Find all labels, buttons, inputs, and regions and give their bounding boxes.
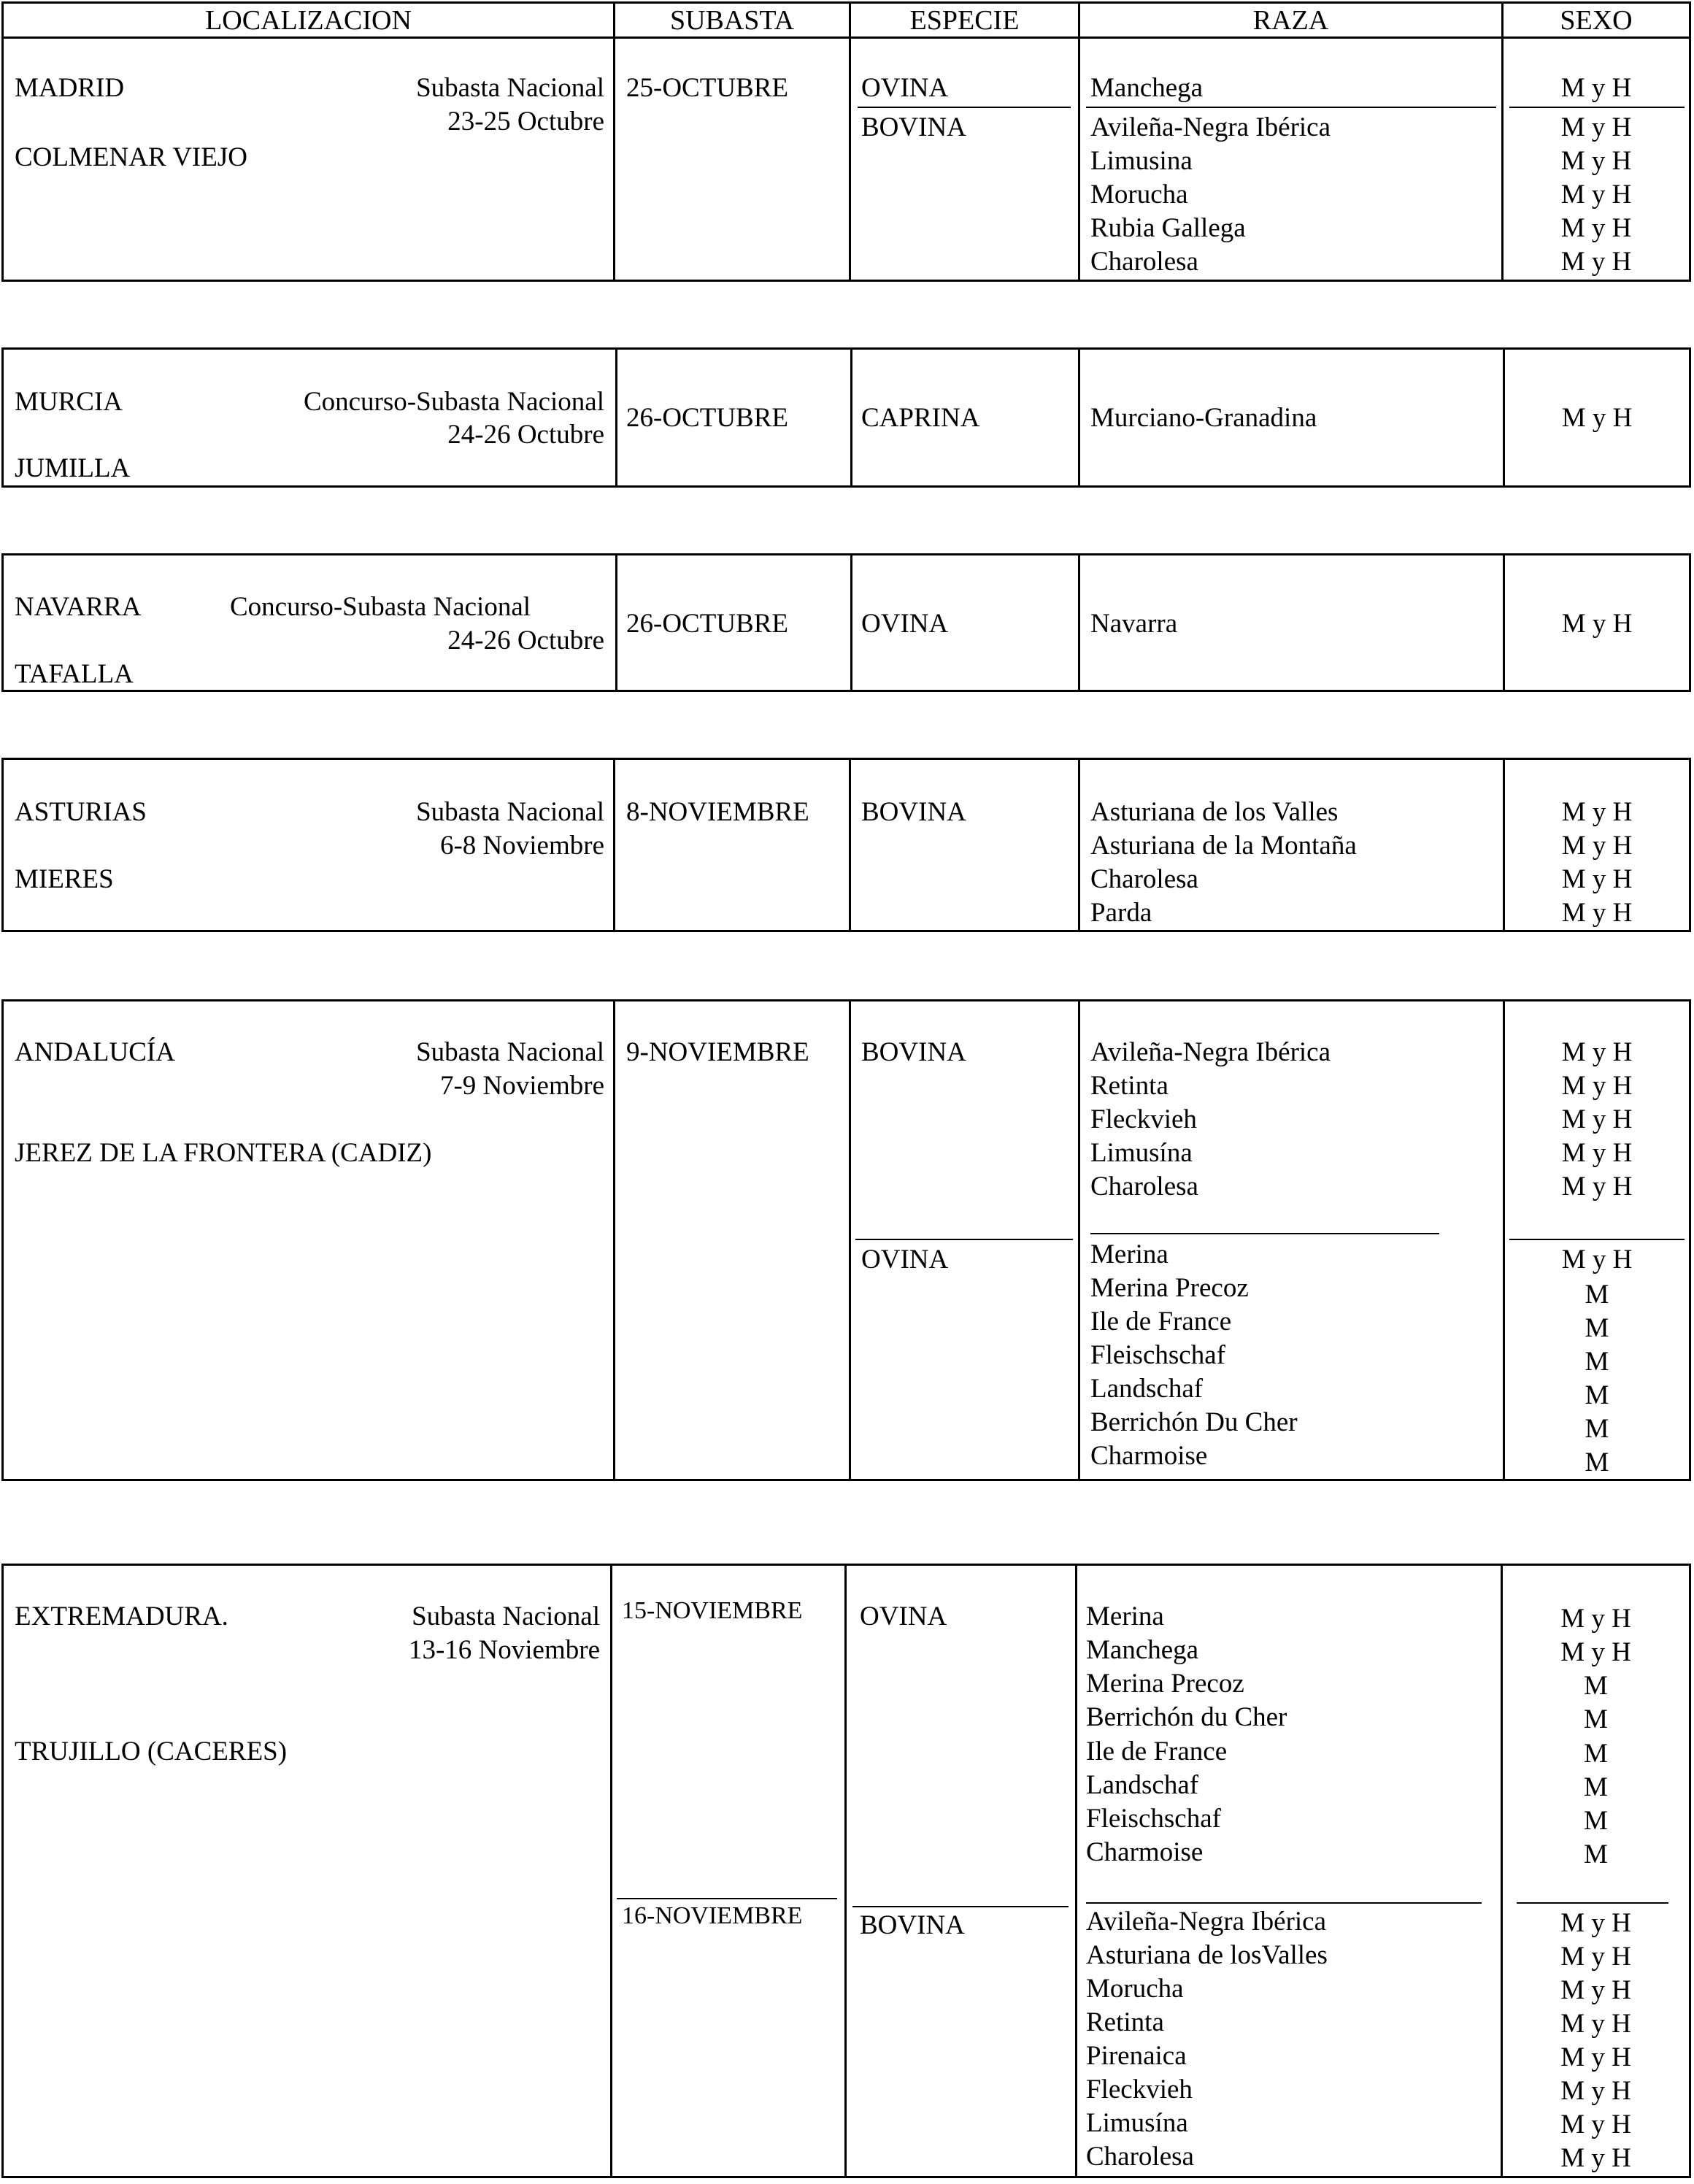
column-border	[1, 758, 4, 932]
column-border	[613, 999, 615, 1481]
location-region: ANDALUCÍA	[15, 1037, 175, 1067]
block-border-bottom	[1, 1479, 1691, 1481]
sex-value: M y H	[1560, 146, 1632, 176]
breed-name: Fleischschaf	[1090, 1340, 1225, 1370]
column-border	[1, 1, 4, 282]
sex-value: M y H	[1560, 1908, 1631, 1938]
breed-name: Rubia Gallega	[1090, 213, 1246, 243]
breed-name: Avileña-Negra Ibérica	[1090, 1037, 1331, 1067]
column-border	[850, 553, 852, 692]
breed-name: Charolesa	[1090, 864, 1198, 894]
breed-name: Charolesa	[1090, 1172, 1198, 1201]
sex-value: M y H	[1560, 1975, 1631, 2005]
column-border	[1075, 1564, 1077, 2178]
sex-value: M	[1584, 1739, 1608, 1769]
species-divider	[855, 1239, 1073, 1240]
block-border-bottom	[1, 485, 1691, 488]
column-border	[1078, 1, 1080, 282]
breed-name: Landschaf	[1086, 1770, 1199, 1800]
sex-divider	[1509, 107, 1685, 108]
location-town: TAFALLA	[15, 659, 134, 689]
sex-value: M	[1584, 1772, 1608, 1802]
location-town: TRUJILLO (CACERES)	[15, 1737, 288, 1766]
sex-value: M	[1585, 1447, 1609, 1477]
sex-value: M y H	[1561, 898, 1633, 928]
column-border	[610, 1564, 612, 2178]
column-border	[1689, 758, 1691, 932]
event-name: Subasta Nacional	[412, 1602, 600, 1631]
column-border	[613, 758, 615, 932]
auction-date: 8-NOVIEMBRE	[626, 797, 809, 827]
column-header-subasta: SUBASTA	[669, 5, 795, 36]
column-border	[1078, 347, 1080, 488]
breed-name: Ile de France	[1086, 1737, 1228, 1766]
sex-divider	[1509, 1239, 1685, 1240]
breed-name: Charmoise	[1086, 1837, 1204, 1867]
location-town: JUMILLA	[15, 453, 131, 483]
event-name: Concurso-Subasta Nacional	[230, 592, 531, 622]
breed-name: Merina	[1086, 1602, 1164, 1631]
breed-name: Charmoise	[1090, 1441, 1208, 1471]
breed-name: Charolesa	[1090, 247, 1198, 277]
block-border-bottom	[1, 930, 1691, 932]
auction-date: 9-NOVIEMBRE	[626, 1037, 809, 1067]
species-label: CAPRINA	[861, 403, 980, 433]
sex-value: M	[1585, 1280, 1609, 1310]
sex-value: M	[1584, 1704, 1608, 1734]
sex-value: M	[1584, 1806, 1608, 1836]
auction-date: 26-OCTUBRE	[626, 403, 788, 433]
species-divider	[852, 1906, 1069, 1907]
column-border	[1, 999, 4, 1481]
breed-name: Berrichón Du Cher	[1090, 1407, 1298, 1437]
location-region: MADRID	[15, 73, 125, 103]
breed-name: Fleckvieh	[1090, 1104, 1197, 1134]
event-dates: 7-9 Noviembre	[439, 1071, 604, 1101]
breed-name: Ile de France	[1090, 1307, 1232, 1337]
breed-name: Asturiana de los Valles	[1090, 797, 1339, 827]
sex-value: M y H	[1560, 2009, 1631, 2039]
sex-value: M y H	[1560, 1637, 1631, 1667]
location-region: NAVARRA	[15, 592, 142, 622]
table-border-top	[1, 1, 1691, 4]
sex-value: M y H	[1560, 1604, 1631, 1634]
breed-name: Merina	[1090, 1239, 1169, 1269]
column-border	[1, 553, 4, 692]
sex-value: M	[1585, 1414, 1609, 1444]
breed-name: Retinta	[1090, 1071, 1169, 1101]
column-border	[615, 347, 617, 488]
sex-value: M y H	[1561, 403, 1633, 433]
location-town: COLMENAR VIEJO	[15, 142, 247, 172]
sex-value: M y H	[1561, 1245, 1633, 1274]
column-border	[1078, 758, 1080, 932]
column-border	[1078, 999, 1080, 1481]
event-name: Subasta Nacional	[416, 73, 604, 103]
breed-name: Morucha	[1090, 180, 1188, 209]
species-label: BOVINA	[861, 112, 966, 142]
column-border	[849, 758, 851, 932]
sex-value: M y H	[1560, 73, 1632, 103]
breed-name: Limusína	[1090, 1138, 1193, 1168]
sex-value: M y H	[1561, 1037, 1633, 1067]
sex-value: M y H	[1560, 180, 1632, 209]
event-dates: 23-25 Octubre	[447, 107, 604, 136]
breed-divider	[1086, 107, 1496, 108]
location-town: JEREZ DE LA FRONTERA (CADIZ)	[15, 1138, 432, 1168]
breed-name: Pirenaica	[1086, 2041, 1187, 2071]
column-border	[613, 1, 615, 282]
column-border	[1078, 553, 1080, 692]
species-label: OVINA	[861, 609, 949, 639]
breed-name: Asturiana de la Montaña	[1090, 831, 1357, 861]
column-border	[1689, 1564, 1691, 2178]
breed-name: Limusína	[1086, 2108, 1188, 2138]
block-border-top	[1, 347, 1691, 350]
breed-name: Avileña-Negra Ibérica	[1086, 1907, 1327, 1937]
species-label: OVINA	[860, 1602, 947, 1631]
sex-value: M y H	[1561, 1138, 1633, 1168]
column-header-especie: ESPECIE	[909, 5, 1020, 36]
breed-name: Murciano-Granadina	[1090, 403, 1317, 433]
breed-name: Limusina	[1090, 146, 1193, 176]
auction-date: 15-NOVIEMBRE	[622, 1597, 803, 1624]
species-label: BOVINA	[860, 1910, 965, 1940]
column-header-localizacion: LOCALIZACION	[205, 5, 412, 36]
column-header-raza: RAZA	[1252, 5, 1329, 36]
breed-name: Retinta	[1086, 2007, 1164, 2037]
auction-date: 16-NOVIEMBRE	[622, 1902, 803, 1929]
breed-name: Merina Precoz	[1090, 1273, 1249, 1303]
sex-value: M y H	[1560, 247, 1632, 277]
event-dates: 24-26 Octubre	[447, 420, 604, 450]
sex-value: M	[1585, 1380, 1609, 1410]
sex-value: M y H	[1561, 1104, 1633, 1134]
column-border	[1, 347, 4, 488]
species-label: BOVINA	[861, 1037, 966, 1067]
column-border	[615, 553, 617, 692]
breed-name: Manchega	[1090, 73, 1204, 103]
sex-value: M y H	[1560, 2143, 1631, 2173]
column-border	[1, 1564, 4, 2178]
column-border	[844, 1564, 847, 2178]
breed-name: Avileña-Negra Ibérica	[1090, 112, 1331, 142]
species-label: OVINA	[861, 1245, 949, 1274]
species-label: OVINA	[861, 73, 949, 103]
block-border-bottom	[1, 690, 1691, 692]
breed-name: Asturiana de losValles	[1086, 1940, 1328, 1970]
sex-value: M y H	[1560, 112, 1632, 142]
sex-value: M y H	[1560, 2076, 1631, 2106]
breed-name: Landschaf	[1090, 1374, 1204, 1404]
sex-value: M y H	[1561, 609, 1633, 639]
sex-value: M y H	[1561, 797, 1633, 827]
sex-value: M y H	[1560, 2110, 1631, 2139]
event-name: Subasta Nacional	[416, 1037, 604, 1067]
sex-value: M y H	[1561, 864, 1633, 894]
block-border-top	[1, 758, 1691, 760]
sex-value: M	[1584, 1671, 1608, 1701]
column-border	[849, 999, 851, 1481]
sex-value: M	[1585, 1347, 1609, 1377]
auction-date: 26-OCTUBRE	[626, 609, 788, 639]
event-dates: 24-26 Octubre	[447, 626, 604, 655]
breed-name: Navarra	[1090, 609, 1178, 639]
column-border	[1689, 999, 1691, 1481]
event-name: Subasta Nacional	[416, 797, 604, 827]
breed-name: Fleckvieh	[1086, 2075, 1193, 2104]
breed-divider	[1090, 1233, 1439, 1234]
breed-divider	[1086, 1902, 1482, 1904]
block-border-bottom	[1, 280, 1691, 282]
block-border-top	[1, 999, 1691, 1001]
sex-value: M	[1585, 1313, 1609, 1343]
sex-value: M y H	[1561, 1172, 1633, 1201]
breed-name: Charolesa	[1086, 2142, 1194, 2172]
sex-divider	[1517, 1902, 1668, 1904]
sex-value: M y H	[1560, 213, 1632, 243]
breed-name: Fleischschaf	[1086, 1804, 1221, 1834]
event-name: Concurso-Subasta Nacional	[303, 387, 604, 417]
breed-name: Berrichón du Cher	[1086, 1702, 1287, 1732]
breed-name: Parda	[1090, 898, 1152, 928]
block-border-top	[1, 553, 1691, 555]
location-town: MIERES	[15, 864, 114, 894]
header-divider	[1, 36, 1691, 39]
sex-value: M y H	[1560, 2042, 1631, 2072]
location-region: EXTREMADURA.	[15, 1602, 228, 1631]
sex-value: M y H	[1560, 1942, 1631, 1972]
event-dates: 6-8 Noviembre	[439, 831, 604, 861]
sex-value: M	[1584, 1839, 1608, 1869]
column-border	[1689, 553, 1691, 692]
event-dates: 13-16 Noviembre	[408, 1635, 600, 1665]
location-region: ASTURIAS	[15, 797, 147, 827]
column-border	[850, 347, 852, 488]
breed-name: Morucha	[1086, 1974, 1184, 2004]
sex-value: M y H	[1561, 1071, 1633, 1101]
column-border	[849, 1, 851, 282]
breed-name: Merina Precoz	[1086, 1669, 1244, 1699]
column-border	[1689, 1, 1691, 282]
column-border	[1689, 347, 1691, 488]
species-label: BOVINA	[861, 797, 966, 827]
breed-name: Manchega	[1086, 1635, 1199, 1665]
auction-date: 25-OCTUBRE	[626, 73, 788, 103]
column-header-sexo: SEXO	[1560, 5, 1633, 36]
location-region: MURCIA	[15, 387, 123, 417]
sex-value: M y H	[1561, 831, 1633, 861]
species-divider	[858, 107, 1071, 108]
